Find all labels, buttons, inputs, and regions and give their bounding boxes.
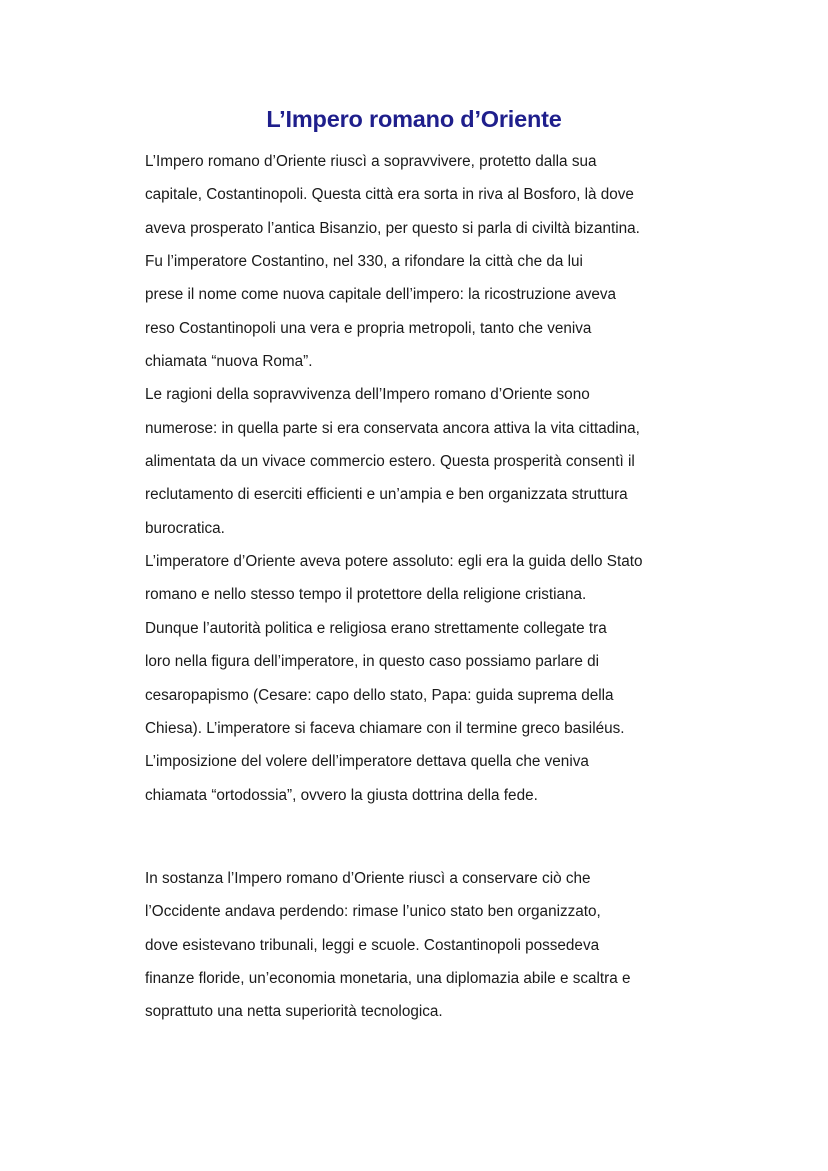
text-line: capitale, Costantinopoli. Questa città era sorta in riva al Bosforo, là dove	[145, 186, 634, 204]
text-line: Dunque l’autorità politica e religiosa erano strettamente collegate tra	[145, 619, 607, 637]
summary-text-block	[145, 862, 745, 1029]
text-line: L’Impero romano d’Oriente riuscì a sopravvivere, protetto dalla sua	[145, 153, 597, 170]
text-line: Fu l’imperatore Costantino, nel 330, a rifondare la città che da lui	[145, 253, 583, 271]
page-title: L’Impero romano d’Oriente	[266, 106, 562, 132]
text-line: aveva prosperato l’antica Bisanzio, per questo si parla di civiltà bizantina.	[145, 219, 640, 237]
text-line: alimentata da un vivace commercio estero. Questa prosperità consentì il	[145, 453, 635, 471]
text-line: dove esistevano tribunali, leggi e scuole. Costantinopoli possedeva	[145, 936, 600, 954]
text-line: chiamata “ortodossia”, ovvero la giusta dottrina della fede.	[145, 786, 538, 804]
text-line: L’imperatore d’Oriente aveva potere assoluto: egli era la guida dello Stato	[145, 553, 643, 571]
text-line: burocratica.	[145, 519, 225, 537]
text-line: L’imposizione del volere dell’imperatore dettava quella che veniva	[145, 753, 589, 771]
text-line: In sostanza l’Impero romano d’Oriente riuscì a conservare ciò che	[145, 870, 591, 887]
text-line: finanze floride, un’economia monetaria, una diplomazia abile e scaltra e	[145, 970, 631, 988]
text-line: cesaropapismo (Cesare: capo dello stato, Papa: guida suprema della	[145, 686, 614, 704]
text-line: Chiesa). L’imperatore si faceva chiamare con il termine greco basiléus.	[145, 719, 625, 737]
text-line: loro nella figura dell’imperatore, in questo caso possiamo parlare di	[145, 653, 600, 671]
text-line: reclutamento di eserciti efficienti e un’ampia e ben organizzata struttura	[145, 486, 628, 504]
text-line: l’Occidente andava perdendo: rimase l’unico stato ben organizzato,	[145, 903, 601, 921]
text-line: chiamata “nuova Roma”.	[145, 353, 313, 371]
main-text-block	[145, 145, 745, 812]
text-line: Le ragioni della sopravvivenza dell’Impero romano d’Oriente sono	[145, 386, 590, 404]
text-line: soprattuto una netta superiorità tecnologica.	[145, 1003, 443, 1021]
text-line: reso Costantinopoli una vera e propria metropoli, tanto che veniva	[145, 319, 592, 337]
text-line: romano e nello stesso tempo il protettore della religione cristiana.	[145, 586, 587, 604]
text-line: numerose: in quella parte si era conservata ancora attiva la vita cittadina,	[145, 419, 640, 437]
text-line: prese il nome come nuova capitale dell’impero: la ricostruzione aveva	[145, 286, 617, 304]
